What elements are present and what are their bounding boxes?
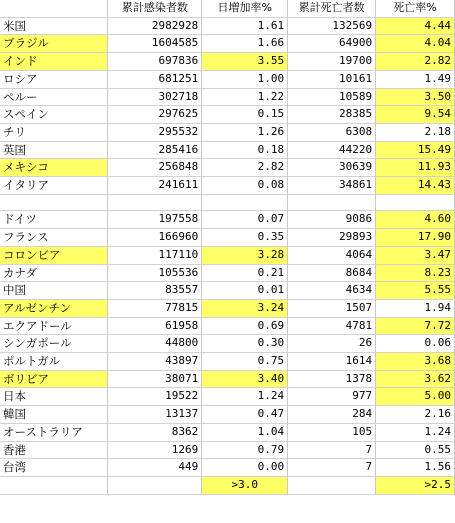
deaths-cell[interactable]: 4064 [288, 246, 376, 264]
growth-cell[interactable]: 0.69 [202, 317, 288, 335]
growth-cell[interactable]: 0.01 [202, 282, 288, 300]
growth-cell[interactable]: 3.55 [202, 53, 288, 71]
mortality-cell[interactable]: 2.16 [376, 406, 455, 424]
table-row [0, 353, 455, 371]
mortality-cell[interactable]: 0.06 [376, 335, 455, 353]
growth-cell[interactable]: 3.40 [202, 370, 288, 388]
deaths-cell[interactable]: 7 [288, 441, 376, 459]
country-cell[interactable]: カナダ [0, 264, 108, 282]
country-cell[interactable]: 英国 [0, 141, 108, 159]
cases-cell[interactable]: 295532 [108, 123, 202, 141]
deaths-cell[interactable]: 10161 [288, 70, 376, 88]
cases-cell[interactable]: 197558 [108, 211, 202, 229]
cases-cell[interactable]: 19522 [108, 388, 202, 406]
country-cell[interactable]: エクアドール [0, 317, 108, 335]
table-row [0, 335, 455, 353]
growth-cell[interactable]: 1.66 [202, 35, 288, 53]
mortality-cell[interactable]: 17.90 [376, 229, 455, 247]
mortality-cell[interactable]: 11.93 [376, 159, 455, 177]
deaths-cell[interactable]: 132569 [288, 17, 376, 35]
growth-cell[interactable]: 1.24 [202, 388, 288, 406]
cases-cell[interactable]: 166960 [108, 229, 202, 247]
cases-cell[interactable]: 302718 [108, 88, 202, 106]
country-cell[interactable]: ペルー [0, 88, 108, 106]
table-row [0, 317, 455, 335]
blank-cell[interactable] [376, 194, 455, 211]
table-row [0, 246, 455, 264]
growth-threshold-cell[interactable]: >3.0 [202, 476, 288, 494]
header-cumulative-deaths[interactable]: 累計死亡者数 [288, 0, 376, 17]
mortality-cell[interactable]: 0.55 [376, 441, 455, 459]
deaths-cell[interactable]: 1507 [288, 299, 376, 317]
cases-cell[interactable]: 83557 [108, 282, 202, 300]
growth-cell[interactable]: 1.00 [202, 70, 288, 88]
deaths-cell[interactable]: 105 [288, 423, 376, 441]
cases-cell[interactable]: 117110 [108, 246, 202, 264]
growth-cell[interactable]: 0.08 [202, 177, 288, 195]
growth-cell[interactable]: 3.24 [202, 299, 288, 317]
table-row [0, 388, 455, 406]
country-cell[interactable]: ロシア [0, 70, 108, 88]
threshold-row [0, 476, 455, 494]
table-row [0, 441, 455, 459]
cases-cell[interactable]: 13137 [108, 406, 202, 424]
deaths-cell[interactable]: 30639 [288, 159, 376, 177]
header-country[interactable] [0, 0, 108, 17]
cases-cell[interactable]: 256848 [108, 159, 202, 177]
cases-cell[interactable]: 285416 [108, 141, 202, 159]
deaths-cell[interactable]: 284 [288, 406, 376, 424]
mortality-cell[interactable]: 4.44 [376, 17, 455, 35]
table-row [0, 423, 455, 441]
deaths-cell[interactable]: 64900 [288, 35, 376, 53]
country-cell[interactable]: メキシコ [0, 159, 108, 177]
table-row [0, 88, 455, 106]
table-row [0, 141, 455, 159]
cases-cell[interactable]: 1604585 [108, 35, 202, 53]
growth-cell[interactable]: 0.15 [202, 106, 288, 124]
deaths-cell[interactable]: 4781 [288, 317, 376, 335]
threshold-blank-cell[interactable] [288, 476, 376, 494]
header-mortality-rate[interactable]: 死亡率% [376, 0, 455, 17]
table-row [0, 159, 455, 177]
header-row [0, 0, 455, 17]
country-cell[interactable]: ブラジル [0, 35, 108, 53]
country-cell[interactable]: 日本 [0, 388, 108, 406]
blank-row [0, 194, 455, 211]
country-cell[interactable]: 米国 [0, 17, 108, 35]
threshold-blank-cell[interactable] [0, 476, 108, 494]
deaths-cell[interactable]: 34861 [288, 177, 376, 195]
growth-cell[interactable]: 0.75 [202, 353, 288, 371]
cases-cell[interactable]: 8362 [108, 423, 202, 441]
mortality-threshold-cell[interactable]: >2.5 [376, 476, 455, 494]
mortality-cell[interactable]: 3.47 [376, 246, 455, 264]
growth-cell[interactable]: 0.18 [202, 141, 288, 159]
country-cell[interactable]: イタリア [0, 177, 108, 195]
table-row [0, 282, 455, 300]
country-cell[interactable]: シンガポール [0, 335, 108, 353]
cases-cell[interactable]: 77815 [108, 299, 202, 317]
blank-cell[interactable] [288, 194, 376, 211]
deaths-cell[interactable]: 1614 [288, 353, 376, 371]
growth-cell[interactable]: 1.61 [202, 17, 288, 35]
mortality-cell[interactable]: 1.56 [376, 459, 455, 477]
country-cell[interactable]: コロンビア [0, 246, 108, 264]
cases-cell[interactable]: 43897 [108, 353, 202, 371]
cases-cell[interactable]: 241611 [108, 177, 202, 195]
growth-cell[interactable]: 1.22 [202, 88, 288, 106]
country-cell[interactable]: オーストラリア [0, 423, 108, 441]
growth-cell[interactable]: 0.47 [202, 406, 288, 424]
growth-cell[interactable]: 0.30 [202, 335, 288, 353]
threshold-blank-cell[interactable] [108, 476, 202, 494]
mortality-cell[interactable]: 1.24 [376, 423, 455, 441]
growth-cell[interactable]: 0.79 [202, 441, 288, 459]
table-row [0, 35, 455, 53]
deaths-cell[interactable]: 26 [288, 335, 376, 353]
table-row [0, 299, 455, 317]
mortality-cell[interactable]: 3.62 [376, 370, 455, 388]
deaths-cell[interactable]: 44220 [288, 141, 376, 159]
deaths-cell[interactable]: 28385 [288, 106, 376, 124]
mortality-cell[interactable]: 5.00 [376, 388, 455, 406]
mortality-cell[interactable]: 4.04 [376, 35, 455, 53]
deaths-cell[interactable]: 1378 [288, 370, 376, 388]
country-cell[interactable]: 中国 [0, 282, 108, 300]
cases-cell[interactable]: 2982928 [108, 17, 202, 35]
country-cell[interactable]: 台湾 [0, 459, 108, 477]
growth-cell[interactable]: 1.26 [202, 123, 288, 141]
growth-cell[interactable]: 1.04 [202, 423, 288, 441]
country-cell[interactable]: チリ [0, 123, 108, 141]
country-cell[interactable]: ボリビア [0, 370, 108, 388]
growth-cell[interactable]: 2.82 [202, 159, 288, 177]
mortality-cell[interactable]: 5.55 [376, 282, 455, 300]
mortality-cell[interactable]: 8.23 [376, 264, 455, 282]
mortality-cell[interactable]: 4.60 [376, 211, 455, 229]
cases-cell[interactable]: 61958 [108, 317, 202, 335]
mortality-cell[interactable]: 1.94 [376, 299, 455, 317]
cases-cell[interactable]: 681251 [108, 70, 202, 88]
cases-cell[interactable]: 697836 [108, 53, 202, 71]
country-cell[interactable]: ドイツ [0, 211, 108, 229]
deaths-cell[interactable]: 7 [288, 459, 376, 477]
mortality-cell[interactable]: 3.50 [376, 88, 455, 106]
deaths-cell[interactable]: 10589 [288, 88, 376, 106]
blank-cell[interactable] [202, 194, 288, 211]
mortality-cell[interactable]: 2.18 [376, 123, 455, 141]
country-cell[interactable]: インド [0, 53, 108, 71]
cases-cell[interactable]: 105536 [108, 264, 202, 282]
deaths-cell[interactable]: 4634 [288, 282, 376, 300]
deaths-cell[interactable]: 19700 [288, 53, 376, 71]
blank-cell[interactable] [108, 194, 202, 211]
growth-cell[interactable]: 0.21 [202, 264, 288, 282]
mortality-cell[interactable]: 14.43 [376, 177, 455, 195]
table-row [0, 17, 455, 35]
country-cell[interactable]: 香港 [0, 441, 108, 459]
table-row [0, 177, 455, 195]
table-row [0, 53, 455, 71]
table-row [0, 406, 455, 424]
header-cumulative-cases[interactable]: 累計感染者数 [108, 0, 202, 17]
header-daily-growth-rate[interactable]: 日増加率% [202, 0, 288, 17]
deaths-cell[interactable]: 977 [288, 388, 376, 406]
cases-cell[interactable]: 297625 [108, 106, 202, 124]
table-row [0, 211, 455, 229]
table-row [0, 106, 455, 124]
table-row [0, 370, 455, 388]
growth-cell[interactable]: 0.07 [202, 211, 288, 229]
mortality-cell[interactable]: 1.49 [376, 70, 455, 88]
table-row [0, 229, 455, 247]
country-cell[interactable]: アルゼンチン [0, 299, 108, 317]
deaths-cell[interactable]: 8684 [288, 264, 376, 282]
table-row [0, 264, 455, 282]
growth-cell[interactable]: 0.35 [202, 229, 288, 247]
mortality-cell[interactable]: 15.49 [376, 141, 455, 159]
blank-cell[interactable] [0, 194, 108, 211]
cases-cell[interactable]: 449 [108, 459, 202, 477]
table-row [0, 459, 455, 477]
deaths-cell[interactable]: 9086 [288, 211, 376, 229]
mortality-cell[interactable]: 7.72 [376, 317, 455, 335]
mortality-cell[interactable]: 3.68 [376, 353, 455, 371]
country-cell[interactable]: 韓国 [0, 406, 108, 424]
country-cell[interactable]: フランス [0, 229, 108, 247]
mortality-cell[interactable]: 9.54 [376, 106, 455, 124]
deaths-cell[interactable]: 29893 [288, 229, 376, 247]
table-row [0, 123, 455, 141]
cases-cell[interactable]: 44800 [108, 335, 202, 353]
country-cell[interactable]: ポルトガル [0, 353, 108, 371]
table-row [0, 70, 455, 88]
deaths-cell[interactable]: 6308 [288, 123, 376, 141]
growth-cell[interactable]: 3.28 [202, 246, 288, 264]
growth-cell[interactable]: 0.00 [202, 459, 288, 477]
cases-cell[interactable]: 1269 [108, 441, 202, 459]
cases-cell[interactable]: 38071 [108, 370, 202, 388]
mortality-cell[interactable]: 2.82 [376, 53, 455, 71]
country-cell[interactable]: スペイン [0, 106, 108, 124]
